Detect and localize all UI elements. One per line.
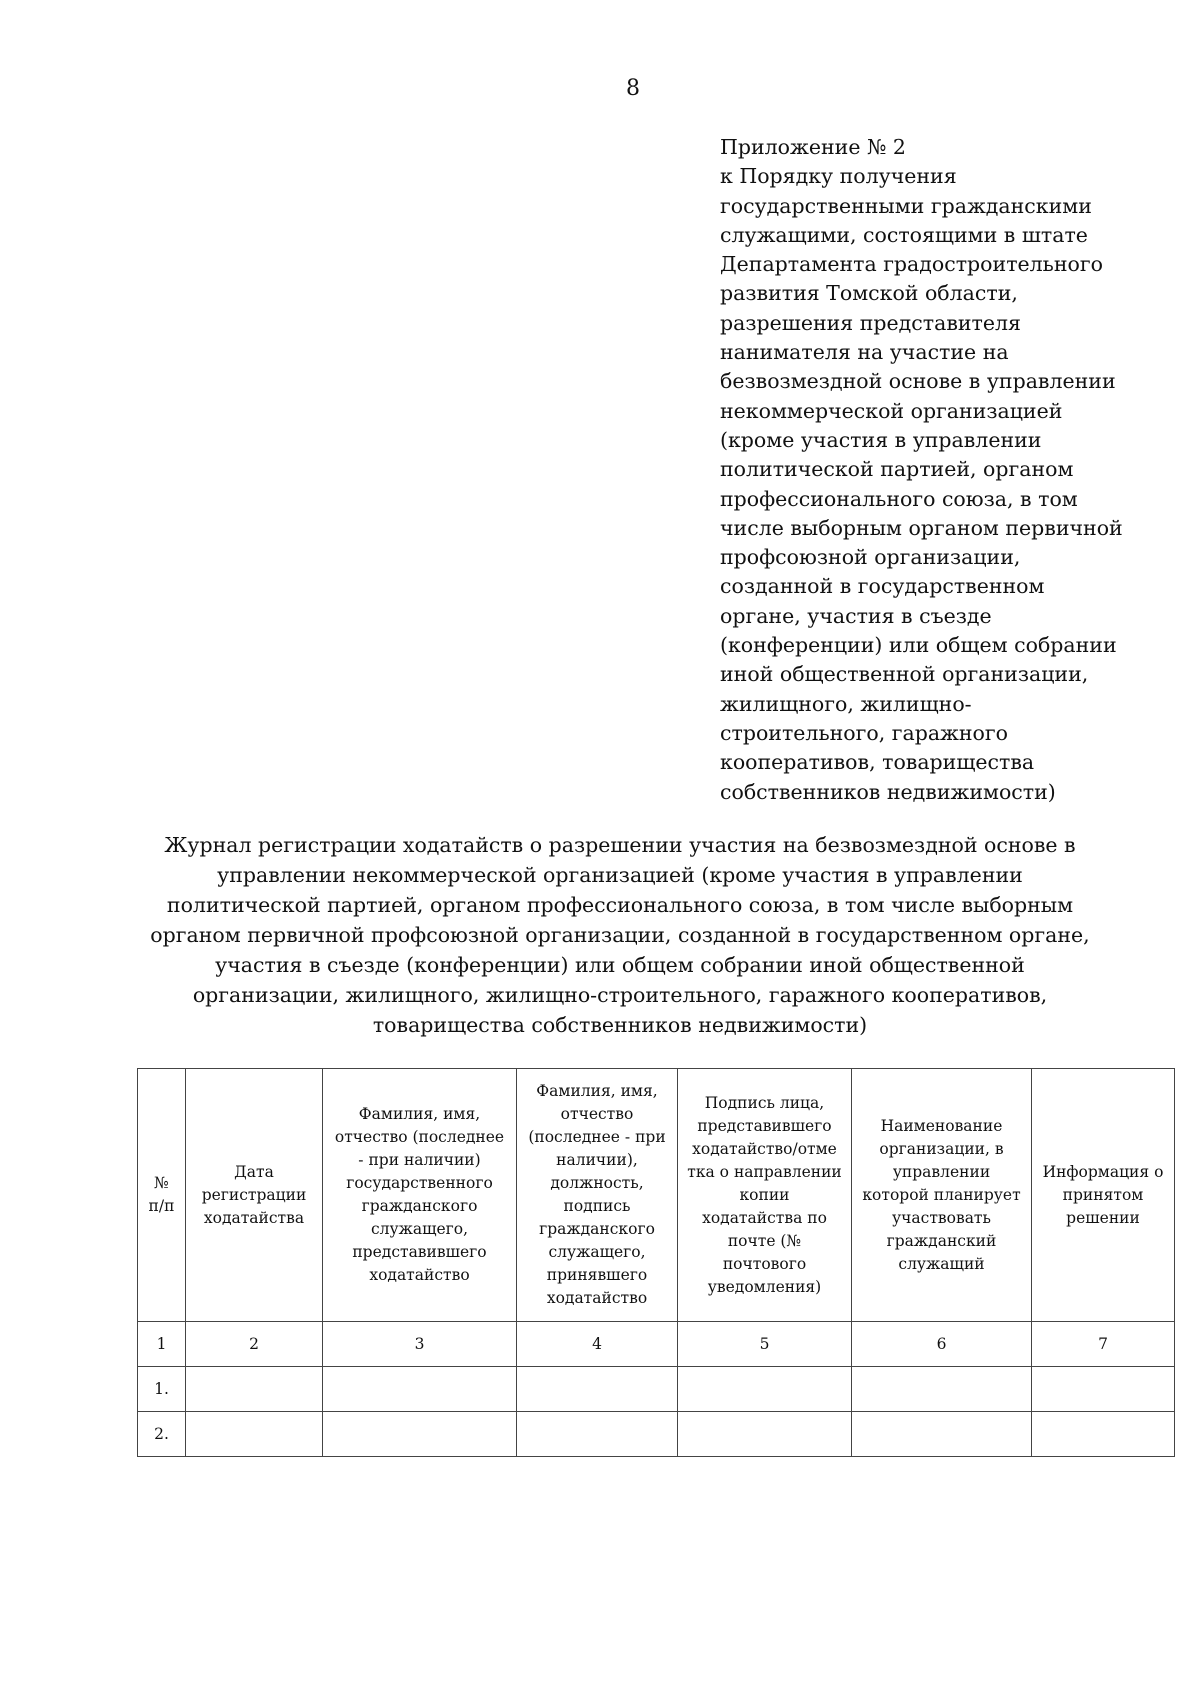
annex-heading	[720, 133, 1180, 807]
title-line: организации, жилищного, жилищно-строительного, гаражного кооперативов,	[192, 983, 1048, 1007]
journal-title	[120, 830, 1120, 1040]
title-line: товарищества собственников недвижимости)	[372, 1013, 868, 1037]
annex-line: нанимателя на участие на	[720, 340, 1009, 365]
annex-line: профессионального союза, в том	[720, 486, 1078, 511]
annex-line: Приложение № 2	[720, 135, 906, 159]
column-number: 3	[323, 1322, 517, 1367]
column-number: 5	[678, 1322, 852, 1367]
column-number: 6	[852, 1322, 1032, 1367]
annex-line: политической партией, органом	[720, 457, 1074, 482]
annex-line: некоммерческой организацией	[720, 398, 1063, 423]
annex-line: числе выборным органом первичной	[720, 515, 1123, 540]
table-cell[interactable]: 2.	[138, 1412, 186, 1457]
title-line: политической партией, органом профессионального союза, в том числе выборным	[166, 893, 1074, 917]
column-number: 2	[186, 1322, 323, 1367]
annex-line: государственными гражданскими	[720, 193, 1092, 218]
annex-line: к Порядку получения	[720, 164, 957, 189]
annex-line: кооперативов, товарищества	[720, 750, 1035, 775]
page-number: 8	[626, 76, 640, 101]
table-cell[interactable]	[678, 1367, 852, 1412]
annex-line: органе, участия в съезде	[720, 603, 992, 628]
column-header: Фамилия, имя, отчество (последнее - при наличии), должность, подпись гражданского служащего, принявшего ходатайство	[517, 1069, 678, 1322]
table-cell[interactable]: 1.	[138, 1367, 186, 1412]
title-line: участия в съезде (конференции) или общем собрании иной общественной	[215, 953, 1025, 977]
column-header: Дата регистрации ходатайства	[186, 1069, 323, 1322]
table-cell[interactable]	[323, 1367, 517, 1412]
table-cell[interactable]	[323, 1412, 517, 1457]
title-line: Журнал регистрации ходатайств о разрешении участия на безвозмездной основе в	[164, 833, 1076, 857]
title-line: органом первичной профсоюзной организации, созданной в государственном органе,	[150, 923, 1090, 947]
annex-line: созданной в государственном	[720, 574, 1045, 599]
annex-line: служащими, состоящими в штате	[720, 222, 1088, 247]
table-cell[interactable]	[852, 1367, 1032, 1412]
annex-line: иной общественной организации,	[720, 662, 1089, 687]
table-cell[interactable]	[517, 1367, 678, 1412]
annex-line: строительного, гаражного	[720, 720, 1008, 745]
table-cell[interactable]	[1032, 1367, 1175, 1412]
table-cell[interactable]	[852, 1412, 1032, 1457]
annex-line: безвозмездной основе в управлении	[720, 369, 1116, 394]
annex-line: разрешения представителя	[720, 310, 1021, 335]
table-cell[interactable]	[186, 1412, 323, 1457]
column-header: № п/п	[138, 1069, 186, 1322]
annex-line: собственников недвижимости)	[720, 779, 1056, 804]
column-number: 4	[517, 1322, 678, 1367]
table-row	[138, 1367, 1175, 1412]
table-row	[138, 1412, 1175, 1457]
column-header: Подпись лица, представившего ходатайство/отме тка о направлении копии ходатайства по почте (№ почтового уведомления)	[678, 1069, 852, 1322]
column-header: Наименование организации, в управлении которой планирует участвовать гражданский служащий	[852, 1069, 1032, 1322]
table-cell[interactable]	[517, 1412, 678, 1457]
annex-line: развития Томской области,	[720, 281, 1018, 306]
column-number-row	[138, 1322, 1175, 1367]
annex-line: профсоюзной организации,	[720, 545, 1021, 570]
annex-line: жилищного, жилищно-	[720, 691, 972, 716]
annex-line: Департамента градостроительного	[720, 252, 1103, 277]
title-line: управлении некоммерческой организацией (кроме участия в управлении	[217, 863, 1023, 887]
column-number: 7	[1032, 1322, 1175, 1367]
table-cell[interactable]	[1032, 1412, 1175, 1457]
table-cell[interactable]	[678, 1412, 852, 1457]
annex-line: (конференции) или общем собрании	[720, 633, 1117, 658]
table-header-row	[138, 1069, 1175, 1322]
column-header: Фамилия, имя, отчество (последнее - при наличии) государственного гражданского служащего, представившего ходатайство	[323, 1069, 517, 1322]
annex-line: (кроме участия в управлении	[720, 427, 1042, 452]
table-cell[interactable]	[186, 1367, 323, 1412]
column-number: 1	[138, 1322, 186, 1367]
registration-journal-table	[137, 1068, 1175, 1457]
column-header: Информация о принятом решении	[1032, 1069, 1175, 1322]
